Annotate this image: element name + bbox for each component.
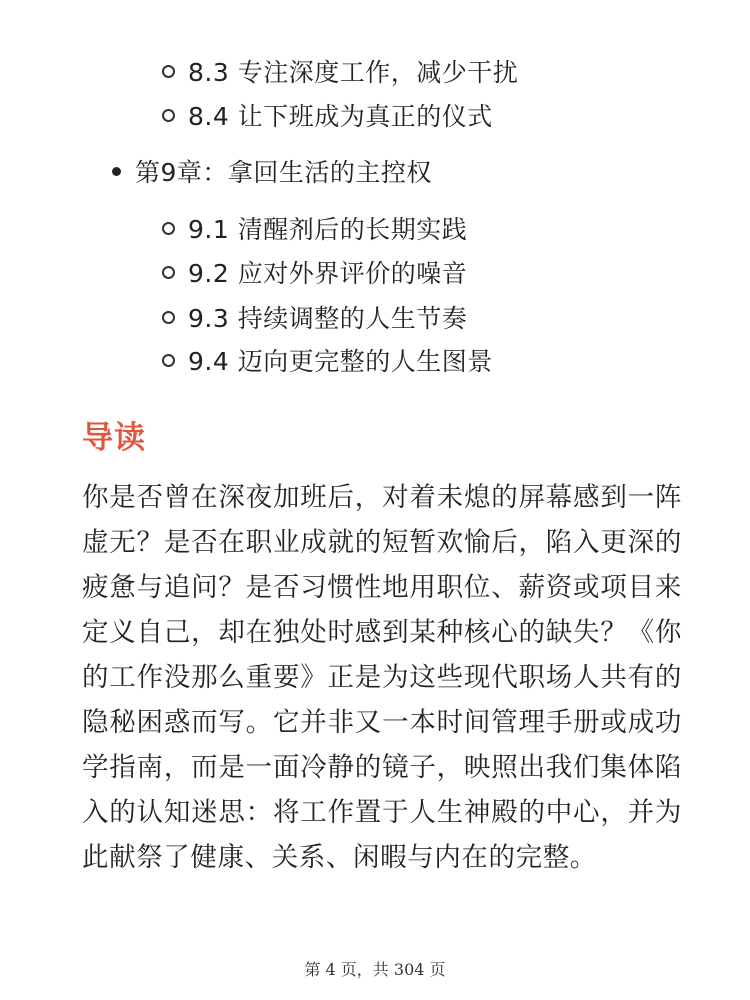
hollow-bullet-icon: [162, 65, 175, 78]
toc-chapter-9[interactable]: [112, 151, 432, 191]
hollow-bullet-icon: [162, 222, 175, 235]
toc-section-9-4[interactable]: [162, 340, 493, 380]
toc-section-label: 9.3 持续调整的人生节奏: [188, 304, 468, 333]
filled-bullet-icon: [112, 167, 121, 176]
toc-section-label: 9.2 应对外界评价的噪音: [188, 259, 468, 288]
hollow-bullet-icon: [162, 109, 175, 122]
page-indicator: 第 4 页，共 304 页: [304, 960, 446, 979]
intro-paragraph: 你是否曾在深夜加班后，对着未熄的屏幕感到一阵虚无？是否在职业成就的短暂欢愉后，陷入更深的疲惫与追问？是否习惯性地用职位、薪资或项目来定义自己，却在独处时感到某种核心的缺失？《你的工作没那么重要》正是为这些现代职场人共有的隐秘困惑而写。它并非又一本时间管理手册或成功学指南，而是一面冷静的镜子，映照出我们集体陷入的认知迷思：将工作置于人生神殿的中心，并为此献祭了健康、关系、闲暇与内在的完整。: [82, 482, 682, 873]
toc-section-label: 8.3 专注深度工作，减少干扰: [188, 58, 519, 87]
hollow-bullet-icon: [162, 266, 175, 279]
toc-section-8-3[interactable]: [162, 51, 518, 91]
section-heading-intro: 导读: [82, 420, 146, 456]
hollow-bullet-icon: [162, 311, 175, 324]
toc-section-9-1[interactable]: [162, 208, 467, 248]
toc-section-label: 9.4 迈向更完整的人生图景: [188, 347, 493, 376]
toc-section-9-3[interactable]: [162, 297, 467, 337]
toc-section-label: 8.4 让下班成为真正的仪式: [188, 102, 493, 131]
toc-section-label: 9.1 清醒剂后的长期实践: [188, 215, 468, 244]
toc-section-9-2[interactable]: [162, 252, 467, 292]
toc-chapter-label: 第9章：拿回生活的主控权: [135, 158, 432, 187]
toc-section-8-4[interactable]: [162, 95, 493, 135]
hollow-bullet-icon: [162, 354, 175, 367]
